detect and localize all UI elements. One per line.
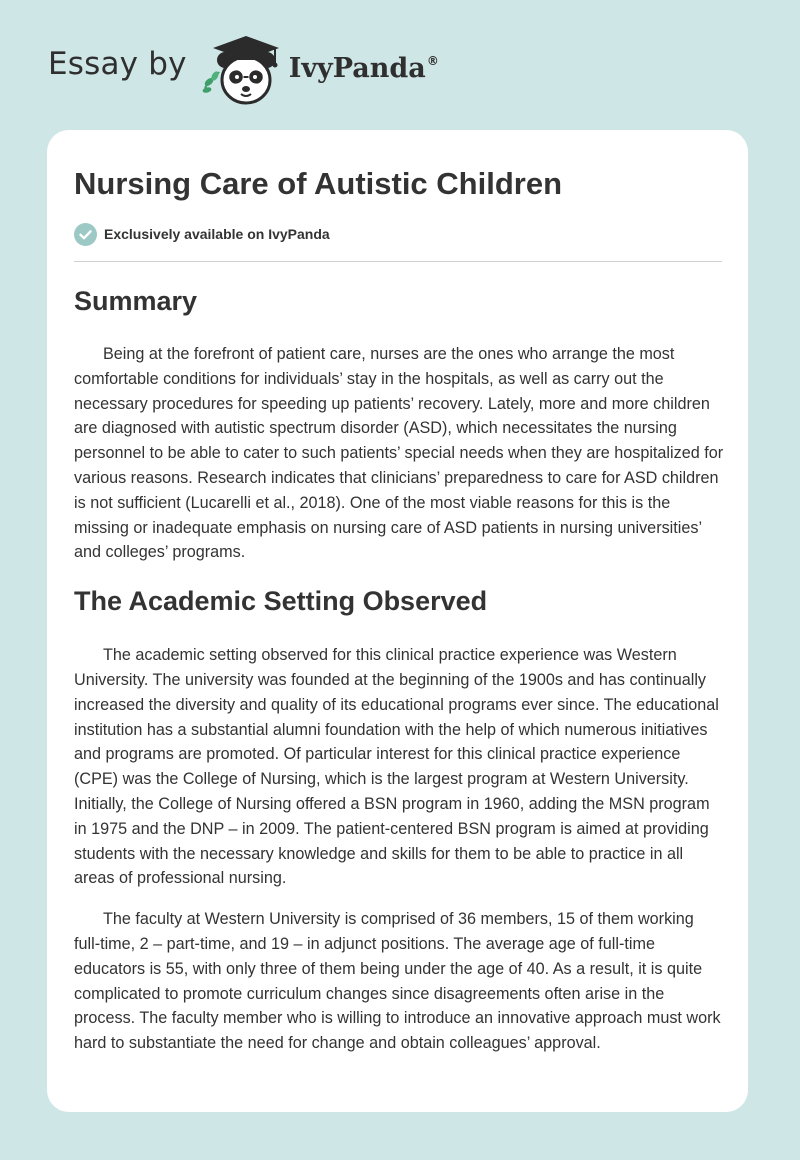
essay-title: Nursing Care of Autistic Children: [74, 166, 563, 201]
summary-paragraph: Being at the forefront of patient care, nurses are the ones who arrange the most comfortable conditions for individuals’ stay in the hospitals, as well as carry out the necessary procedures for speeding up patients’ recovery. Lately, more and more children are diagnosed with autistic spectrum disorder (ASD), which necessitates the nursing personnel to be able to cater to such patients’ special needs when they are hospitalized for various reasons. Research indicates that clinicians’ preparedness to care for ASD children is not sufficient (Lucarelli et al., 2018). One of the most viable reasons for this is the missing or inadequate emphasis on nursing care of ASD patients in nursing universities’ and colleges’ programs.: [74, 345, 724, 562]
section-heading-academic-setting: The Academic Setting Observed: [74, 586, 488, 617]
exclusive-badge: [74, 222, 724, 246]
essay-by-label: Essay by: [48, 46, 187, 82]
essay-card: [47, 130, 748, 1112]
site-header: [48, 30, 439, 110]
section-heading-summary: Summary: [74, 286, 198, 316]
check-circle-icon: [74, 223, 97, 246]
panda-graduate-logo-icon[interactable]: [201, 30, 285, 110]
title-divider: [74, 261, 722, 262]
exclusive-badge-text: Exclusively available on IvyPanda: [104, 226, 330, 242]
brand-name: IvyPanda®: [288, 52, 439, 84]
academic-setting-paragraph-1: The academic setting observed for this clinical practice experience was Western University. The university was founded at the beginning of the 1900s and has continually increased the diversity and quality of its educational programs ever since. The educational institution has a substantial alumni foundation with the help of which numerous initiatives and programs are promoted. Of particular interest for this clinical practice experience (CPE) was the College of Nursing, which is the largest program at Western University. Initially, the College of Nursing offered a BSN program in 1960, adding the MSN program in 1975 and the DNP – in 2009. The patient-centered BSN program is aimed at providing students with the necessary knowledge and skills for them to be able to practice in all areas of professional nursing.: [74, 646, 719, 888]
essay-content: [74, 166, 724, 1056]
registered-mark: ®: [426, 53, 439, 68]
academic-setting-paragraph-2: The faculty at Western University is comprised of 36 members, 15 of them working full-time, 2 – part-time, and 19 – in adjunct positions. The average age of full-time educators is 55, with only three of them being under the age of 40. As a result, it is quite complicated to promote curriculum changes since disagreements often arise in the process. The faculty member who is willing to introduce an innovative approach must work hard to substantiate the need for change and obtain colleagues’ approval.: [74, 910, 721, 1053]
